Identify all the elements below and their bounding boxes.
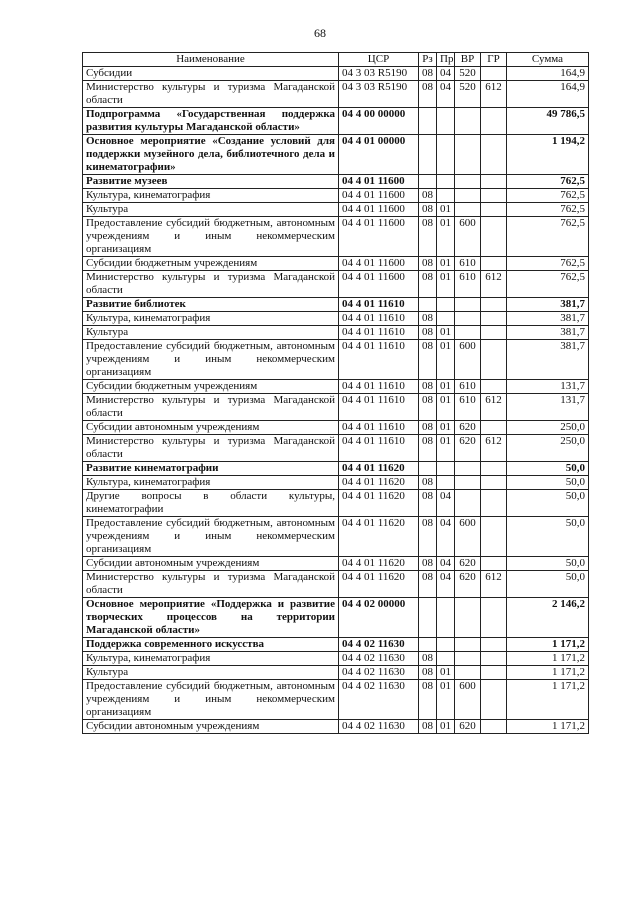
row-vr-cell: 620	[455, 421, 481, 435]
table-row	[83, 638, 589, 652]
row-name-cell: Культура, кинематография	[83, 312, 339, 326]
row-vr-cell	[455, 326, 481, 340]
row-csr-cell: 04 4 01 11610	[339, 326, 419, 340]
row-name-cell: Предоставление субсидий бюджетным, автономным учреждениям и иным некоммерческим организациям	[83, 680, 339, 720]
row-rz-cell: 08	[419, 476, 437, 490]
row-pr-cell: 01	[437, 217, 455, 257]
row-sum-cell: 381,7	[507, 340, 589, 380]
row-gr-cell	[481, 421, 507, 435]
row-pr-cell: 04	[437, 571, 455, 598]
row-csr-cell: 04 3 03 R5190	[339, 67, 419, 81]
row-csr-cell: 04 4 01 11620	[339, 462, 419, 476]
row-sum-cell: 50,0	[507, 517, 589, 557]
row-pr-cell: 01	[437, 380, 455, 394]
row-rz-cell: 08	[419, 326, 437, 340]
row-csr-cell: 04 4 01 11620	[339, 490, 419, 517]
row-name-cell: Субсидии автономным учреждениям	[83, 557, 339, 571]
table-row	[83, 394, 589, 421]
table-row	[83, 666, 589, 680]
row-csr-cell: 04 4 01 11610	[339, 421, 419, 435]
row-gr-cell	[481, 203, 507, 217]
row-pr-cell	[437, 598, 455, 638]
table-row	[83, 557, 589, 571]
row-csr-cell: 04 4 01 11610	[339, 340, 419, 380]
row-name-cell: Субсидии автономным учреждениям	[83, 720, 339, 734]
row-rz-cell	[419, 638, 437, 652]
row-pr-cell: 01	[437, 271, 455, 298]
row-name-cell: Субсидии бюджетным учреждениям	[83, 380, 339, 394]
row-csr-cell: 04 4 01 11620	[339, 557, 419, 571]
row-gr-cell: 612	[481, 81, 507, 108]
column-header-csr: ЦСР	[339, 53, 419, 67]
row-rz-cell: 08	[419, 557, 437, 571]
row-gr-cell	[481, 490, 507, 517]
row-vr-cell: 610	[455, 394, 481, 421]
table-row	[83, 340, 589, 380]
row-name-cell: Предоставление субсидий бюджетным, автономным учреждениям и иным некоммерческим организациям	[83, 217, 339, 257]
row-gr-cell	[481, 652, 507, 666]
row-gr-cell	[481, 557, 507, 571]
row-pr-cell	[437, 462, 455, 476]
row-pr-cell: 01	[437, 203, 455, 217]
column-header-name: Наименование	[83, 53, 339, 67]
row-pr-cell: 04	[437, 557, 455, 571]
row-pr-cell: 01	[437, 666, 455, 680]
row-name-cell: Субсидии бюджетным учреждениям	[83, 257, 339, 271]
row-csr-cell: 04 4 02 11630	[339, 666, 419, 680]
row-pr-cell	[437, 476, 455, 490]
column-header-pr: Пр	[437, 53, 455, 67]
row-name-cell: Министерство культуры и туризма Магаданской области	[83, 435, 339, 462]
row-pr-cell	[437, 638, 455, 652]
row-sum-cell: 1 171,2	[507, 720, 589, 734]
row-vr-cell	[455, 490, 481, 517]
row-sum-cell: 164,9	[507, 81, 589, 108]
row-vr-cell	[455, 476, 481, 490]
row-gr-cell	[481, 340, 507, 380]
row-gr-cell	[481, 67, 507, 81]
row-name-cell: Развитие библиотек	[83, 298, 339, 312]
table-row	[83, 680, 589, 720]
row-pr-cell: 04	[437, 67, 455, 81]
row-rz-cell	[419, 598, 437, 638]
row-pr-cell: 04	[437, 81, 455, 108]
row-csr-cell: 04 4 01 11610	[339, 394, 419, 421]
table-row	[83, 517, 589, 557]
row-pr-cell: 01	[437, 340, 455, 380]
row-sum-cell: 381,7	[507, 298, 589, 312]
row-gr-cell	[481, 135, 507, 175]
column-header-rz: Рз	[419, 53, 437, 67]
row-gr-cell	[481, 312, 507, 326]
table-row	[83, 217, 589, 257]
row-name-cell: Основное мероприятие «Создание условий для поддержки музейного дела, библиотечного дела и кинематографии»	[83, 135, 339, 175]
row-rz-cell: 08	[419, 340, 437, 380]
row-pr-cell: 01	[437, 394, 455, 421]
table-row	[83, 81, 589, 108]
row-gr-cell: 612	[481, 571, 507, 598]
table-row	[83, 571, 589, 598]
row-gr-cell	[481, 638, 507, 652]
row-pr-cell: 01	[437, 435, 455, 462]
row-gr-cell	[481, 217, 507, 257]
table-row	[83, 108, 589, 135]
row-pr-cell: 01	[437, 680, 455, 720]
table-row	[83, 720, 589, 734]
table-row	[83, 421, 589, 435]
row-vr-cell	[455, 203, 481, 217]
row-csr-cell: 04 4 01 11600	[339, 189, 419, 203]
row-gr-cell	[481, 189, 507, 203]
row-vr-cell	[455, 108, 481, 135]
row-pr-cell: 01	[437, 720, 455, 734]
row-vr-cell: 610	[455, 380, 481, 394]
row-name-cell: Культура, кинематография	[83, 652, 339, 666]
row-sum-cell: 1 194,2	[507, 135, 589, 175]
row-vr-cell: 610	[455, 257, 481, 271]
row-pr-cell	[437, 175, 455, 189]
row-csr-cell: 04 4 02 11630	[339, 638, 419, 652]
row-sum-cell: 131,7	[507, 394, 589, 421]
row-name-cell: Министерство культуры и туризма Магаданской области	[83, 394, 339, 421]
row-sum-cell: 762,5	[507, 217, 589, 257]
row-csr-cell: 04 4 01 11610	[339, 312, 419, 326]
row-name-cell: Развитие музеев	[83, 175, 339, 189]
row-name-cell: Основное мероприятие «Поддержка и развитие творческих процессов на территории Магаданской области»	[83, 598, 339, 638]
row-name-cell: Предоставление субсидий бюджетным, автономным учреждениям и иным некоммерческим организациям	[83, 517, 339, 557]
budget-table	[82, 52, 589, 734]
table-body	[83, 67, 589, 734]
row-csr-cell: 04 4 02 11630	[339, 720, 419, 734]
row-name-cell: Культура, кинематография	[83, 476, 339, 490]
table-row	[83, 175, 589, 189]
row-sum-cell: 762,5	[507, 189, 589, 203]
row-name-cell: Другие вопросы в области культуры, кинематографии	[83, 490, 339, 517]
row-pr-cell: 01	[437, 326, 455, 340]
row-gr-cell	[481, 175, 507, 189]
row-name-cell: Развитие кинематографии	[83, 462, 339, 476]
row-rz-cell: 08	[419, 490, 437, 517]
row-pr-cell: 01	[437, 257, 455, 271]
row-gr-cell	[481, 476, 507, 490]
table-row	[83, 67, 589, 81]
row-rz-cell: 08	[419, 680, 437, 720]
row-vr-cell: 520	[455, 67, 481, 81]
row-vr-cell: 610	[455, 271, 481, 298]
row-csr-cell: 04 4 01 11600	[339, 257, 419, 271]
table-row	[83, 203, 589, 217]
row-rz-cell: 08	[419, 720, 437, 734]
row-rz-cell: 08	[419, 81, 437, 108]
row-sum-cell: 762,5	[507, 257, 589, 271]
row-rz-cell: 08	[419, 312, 437, 326]
row-rz-cell: 08	[419, 203, 437, 217]
row-csr-cell: 04 4 02 00000	[339, 598, 419, 638]
row-name-cell: Предоставление субсидий бюджетным, автономным учреждениям и иным некоммерческим организациям	[83, 340, 339, 380]
row-csr-cell: 04 4 01 11620	[339, 571, 419, 598]
row-pr-cell	[437, 108, 455, 135]
row-vr-cell: 600	[455, 217, 481, 257]
row-vr-cell: 620	[455, 557, 481, 571]
row-sum-cell: 50,0	[507, 476, 589, 490]
row-sum-cell: 250,0	[507, 421, 589, 435]
row-sum-cell: 50,0	[507, 557, 589, 571]
row-csr-cell: 04 3 03 R5190	[339, 81, 419, 108]
row-gr-cell	[481, 298, 507, 312]
table-row	[83, 189, 589, 203]
row-vr-cell: 620	[455, 720, 481, 734]
row-sum-cell: 50,0	[507, 490, 589, 517]
row-rz-cell	[419, 298, 437, 312]
row-sum-cell: 762,5	[507, 203, 589, 217]
table-row	[83, 135, 589, 175]
row-pr-cell	[437, 312, 455, 326]
row-pr-cell	[437, 652, 455, 666]
row-rz-cell: 08	[419, 271, 437, 298]
row-vr-cell: 600	[455, 680, 481, 720]
row-rz-cell: 08	[419, 380, 437, 394]
row-sum-cell: 49 786,5	[507, 108, 589, 135]
row-gr-cell: 612	[481, 435, 507, 462]
row-name-cell: Поддержка современного искусства	[83, 638, 339, 652]
row-csr-cell: 04 4 02 11630	[339, 652, 419, 666]
row-vr-cell: 520	[455, 81, 481, 108]
row-rz-cell: 08	[419, 571, 437, 598]
row-gr-cell	[481, 326, 507, 340]
row-rz-cell: 08	[419, 421, 437, 435]
row-name-cell: Министерство культуры и туризма Магаданской области	[83, 81, 339, 108]
row-csr-cell: 04 4 01 11600	[339, 271, 419, 298]
row-sum-cell: 762,5	[507, 271, 589, 298]
row-vr-cell	[455, 135, 481, 175]
row-sum-cell: 50,0	[507, 571, 589, 598]
row-name-cell: Субсидии	[83, 67, 339, 81]
row-name-cell: Подпрограмма «Государственная поддержка развития культуры Магаданской области»	[83, 108, 339, 135]
table-header-row	[83, 53, 589, 67]
table-row	[83, 490, 589, 517]
row-sum-cell: 2 146,2	[507, 598, 589, 638]
row-name-cell: Культура	[83, 203, 339, 217]
table-row	[83, 598, 589, 638]
row-rz-cell	[419, 108, 437, 135]
table-row	[83, 326, 589, 340]
row-name-cell: Культура	[83, 666, 339, 680]
row-sum-cell: 381,7	[507, 326, 589, 340]
table-row	[83, 312, 589, 326]
row-sum-cell: 1 171,2	[507, 680, 589, 720]
table-row	[83, 271, 589, 298]
row-rz-cell: 08	[419, 67, 437, 81]
table-row	[83, 298, 589, 312]
row-sum-cell: 250,0	[507, 435, 589, 462]
row-vr-cell	[455, 298, 481, 312]
row-csr-cell: 04 4 01 11610	[339, 435, 419, 462]
row-pr-cell: 04	[437, 490, 455, 517]
row-gr-cell	[481, 108, 507, 135]
row-rz-cell: 08	[419, 435, 437, 462]
row-vr-cell: 620	[455, 571, 481, 598]
row-gr-cell	[481, 720, 507, 734]
row-vr-cell	[455, 666, 481, 680]
row-csr-cell: 04 4 01 11600	[339, 203, 419, 217]
row-rz-cell: 08	[419, 217, 437, 257]
row-vr-cell	[455, 598, 481, 638]
row-sum-cell: 1 171,2	[507, 666, 589, 680]
row-pr-cell: 01	[437, 421, 455, 435]
row-vr-cell: 620	[455, 435, 481, 462]
row-csr-cell: 04 4 01 00000	[339, 135, 419, 175]
row-pr-cell	[437, 298, 455, 312]
row-rz-cell: 08	[419, 666, 437, 680]
column-header-gr: ГР	[481, 53, 507, 67]
column-header-sum: Сумма	[507, 53, 589, 67]
row-sum-cell: 131,7	[507, 380, 589, 394]
row-sum-cell: 381,7	[507, 312, 589, 326]
row-vr-cell	[455, 175, 481, 189]
row-csr-cell: 04 4 00 00000	[339, 108, 419, 135]
row-rz-cell: 08	[419, 394, 437, 421]
row-rz-cell	[419, 135, 437, 175]
row-rz-cell: 08	[419, 652, 437, 666]
row-name-cell: Культура	[83, 326, 339, 340]
row-gr-cell	[481, 380, 507, 394]
row-vr-cell	[455, 462, 481, 476]
row-sum-cell: 1 171,2	[507, 652, 589, 666]
row-rz-cell: 08	[419, 189, 437, 203]
row-name-cell: Субсидии автономным учреждениям	[83, 421, 339, 435]
row-csr-cell: 04 4 01 11620	[339, 517, 419, 557]
row-name-cell: Министерство культуры и туризма Магаданской области	[83, 571, 339, 598]
row-name-cell: Министерство культуры и туризма Магаданской области	[83, 271, 339, 298]
row-sum-cell: 1 171,2	[507, 638, 589, 652]
row-gr-cell	[481, 517, 507, 557]
row-vr-cell: 600	[455, 517, 481, 557]
row-gr-cell: 612	[481, 394, 507, 421]
row-rz-cell: 08	[419, 257, 437, 271]
row-gr-cell	[481, 462, 507, 476]
row-name-cell: Культура, кинематография	[83, 189, 339, 203]
table-row	[83, 462, 589, 476]
row-vr-cell	[455, 189, 481, 203]
row-vr-cell: 600	[455, 340, 481, 380]
row-rz-cell: 08	[419, 517, 437, 557]
table-row	[83, 652, 589, 666]
table-row	[83, 435, 589, 462]
row-csr-cell: 04 4 01 11600	[339, 175, 419, 189]
table-row	[83, 257, 589, 271]
row-sum-cell: 164,9	[507, 67, 589, 81]
table-row	[83, 476, 589, 490]
row-vr-cell	[455, 652, 481, 666]
row-rz-cell	[419, 462, 437, 476]
row-csr-cell: 04 4 01 11620	[339, 476, 419, 490]
row-csr-cell: 04 4 01 11610	[339, 298, 419, 312]
row-csr-cell: 04 4 02 11630	[339, 680, 419, 720]
row-gr-cell	[481, 598, 507, 638]
page-number: 68	[314, 26, 326, 40]
row-sum-cell: 762,5	[507, 175, 589, 189]
row-vr-cell	[455, 638, 481, 652]
row-pr-cell	[437, 189, 455, 203]
row-pr-cell	[437, 135, 455, 175]
row-csr-cell: 04 4 01 11610	[339, 380, 419, 394]
row-vr-cell	[455, 312, 481, 326]
row-gr-cell	[481, 666, 507, 680]
row-rz-cell	[419, 175, 437, 189]
table-row	[83, 380, 589, 394]
row-gr-cell	[481, 680, 507, 720]
row-pr-cell: 04	[437, 517, 455, 557]
row-sum-cell: 50,0	[507, 462, 589, 476]
column-header-vr: ВР	[455, 53, 481, 67]
row-csr-cell: 04 4 01 11600	[339, 217, 419, 257]
row-gr-cell	[481, 257, 507, 271]
row-gr-cell: 612	[481, 271, 507, 298]
